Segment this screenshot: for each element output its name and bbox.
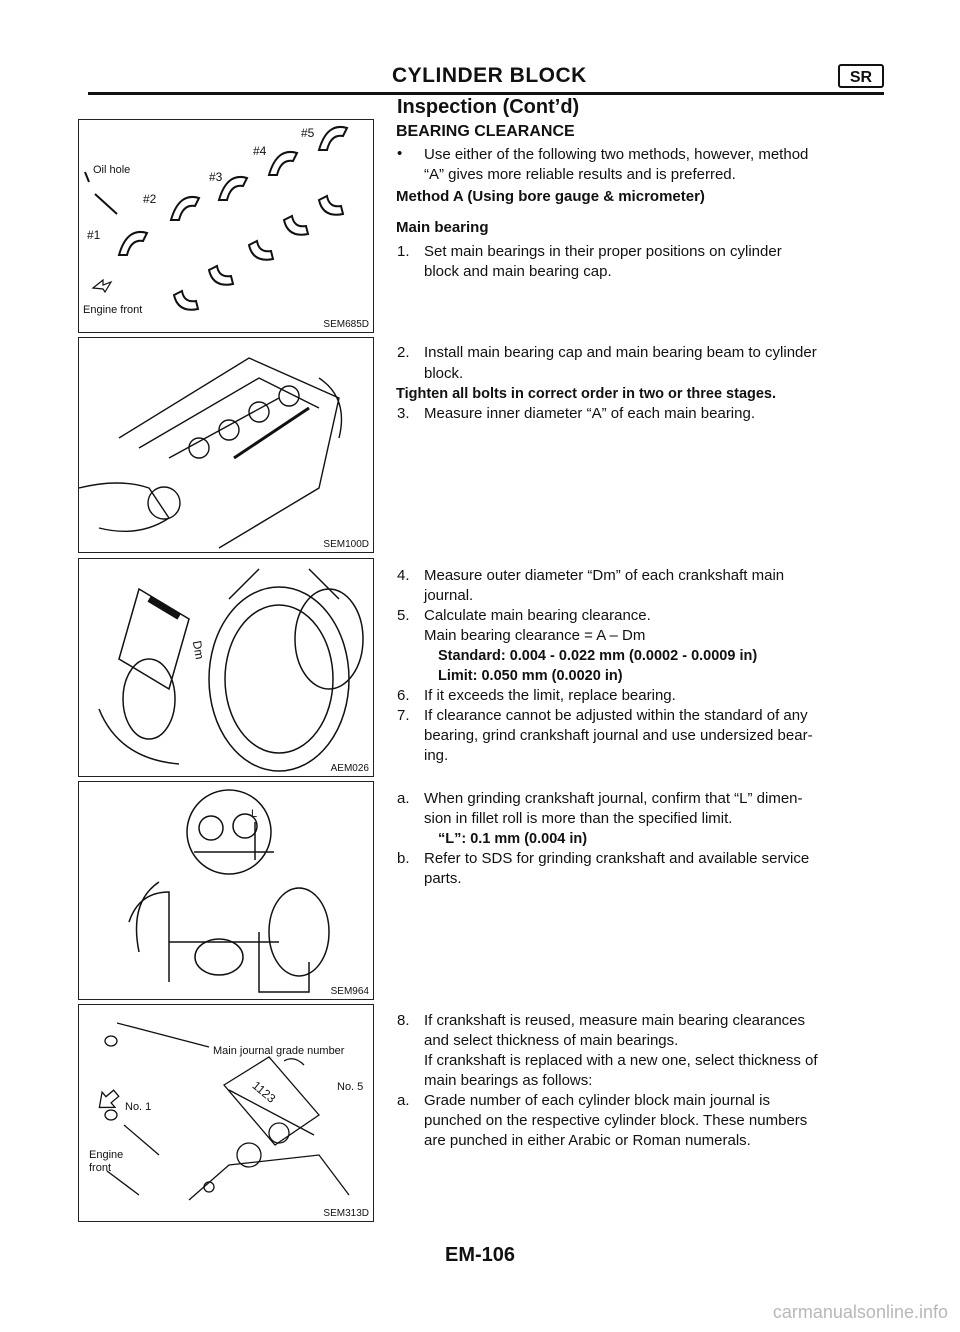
figure-code-sem313d: SEM313D [323,1208,369,1219]
engine-front-label: Engine front [83,304,143,316]
step8-line2: and select thickness of main bearings. [424,1032,679,1049]
step2-line2: block. [424,365,464,382]
step3-text: Measure inner diameter “A” of each main bearing. [424,405,755,422]
grade-number-label: Main journal grade number [213,1045,345,1057]
step1-line1: Set main bearings in their proper positions on cylinder [424,243,782,260]
step5-text: Calculate main bearing clearance. [424,607,651,624]
step2-number: 2. [397,344,410,361]
step5-number: 5. [397,607,410,624]
bore-gauge-illustration [79,338,374,553]
l-spec: “L”: 0.1 mm (0.004 in) [438,831,588,847]
bullet-text-line2: “A” gives more reliable results and is preferred. [424,166,736,183]
sub-a2-number: a. [397,1092,410,1109]
sub-b-line1: Refer to SDS for grinding crankshaft and available service [424,850,810,867]
header-rule [88,92,884,95]
sub-a-line2: sion in fillet roll is more than the specified limit. [424,810,733,827]
step7-number: 7. [397,707,410,724]
sub-a-line1: When grinding crankshaft journal, confirm that “L” dimen- [424,790,803,807]
page-number: EM-106 [444,1244,516,1266]
step3-number: 3. [397,405,410,422]
watermark: carmanualsonline.info [772,1302,948,1322]
step6-text: If it exceeds the limit, replace bearing. [424,687,676,704]
step7-line2: bearing, grind crankshaft journal and use undersized bear- [424,727,813,744]
sub-b-number: b. [397,850,410,867]
step2-line1: Install main bearing cap and main bearing beam to cylinder [424,344,817,361]
stamp-number: 1123 [249,1078,279,1106]
step8-number: 8. [397,1012,410,1029]
step1-line2: block and main bearing cap. [424,263,612,280]
dm-label: Dm [189,639,207,661]
bearing-clearance-heading: BEARING CLEARANCE [396,123,575,140]
bullet: • [397,145,403,162]
bearing-no1-label: #1 [87,228,101,242]
figure-bearing-positions [78,119,374,333]
clearance-formula: Main bearing clearance = A – Dm [424,627,646,644]
bearing-no4-label: #4 [253,144,267,158]
figure-journal-grade [78,1004,374,1222]
standard-spec: Standard: 0.004 - 0.022 mm (0.0002 - 0.0009 in) [438,648,758,664]
engine-label: Engine [89,1149,124,1161]
figure-micrometer-crankshaft [78,558,374,777]
limit-spec: Limit: 0.050 mm (0.0020 in) [438,668,623,684]
step4-line1: Measure outer diameter “Dm” of each crankshaft main [424,567,785,584]
bullet-text-line1: Use either of the following two methods, however, method [424,146,809,163]
figure-fillet-roll [78,781,374,1000]
sub-b-line2: parts. [424,870,462,887]
step6-number: 6. [397,687,410,704]
sub-a2-line3: are punched in either Arabic or Roman numerals. [424,1132,751,1149]
engine-code-badge: SR [838,64,884,88]
oil-hole-label: Oil hole [93,164,131,176]
figure-code-aem026: AEM026 [330,763,369,774]
step8-line1: If crankshaft is reused, measure main bearing clearances [424,1012,806,1029]
figure-bore-gauge [78,337,374,553]
step8-line3: If crankshaft is replaced with a new one, select thickness of [424,1052,818,1069]
front-label: front [89,1162,112,1174]
section-title-cylinder-block: CYLINDER BLOCK [392,64,587,87]
fillet-roll-illustration [79,782,374,1000]
main-bearing-heading: Main bearing [396,219,489,236]
step4-number: 4. [397,567,410,584]
figure-code-sem964: SEM964 [330,986,369,997]
l-dimension-label: L [251,808,258,820]
no5-label: No. 5 [337,1081,364,1093]
bearing-no2-label: #2 [143,192,157,206]
bearing-no5-label: #5 [301,126,315,140]
step7-line3: ing. [424,747,449,764]
step1-number: 1. [397,243,410,260]
sub-a2-line1: Grade number of each cylinder block main journal is [424,1092,771,1109]
sub-a-number: a. [397,790,410,807]
step7-line1: If clearance cannot be adjusted within the standard of any [424,707,808,724]
sub-a2-line2: punched on the respective cylinder block. These numbers [424,1112,808,1129]
step8-line4: main bearings as follows: [424,1072,593,1089]
micrometer-crankshaft-illustration [79,559,374,777]
figure-code-sem685d: SEM685D [323,319,369,330]
bearing-positions-illustration [79,120,374,333]
method-a-heading: Method A (Using bore gauge & micrometer) [396,188,705,205]
figure-code-sem100d: SEM100D [323,539,369,550]
step4-line2: journal. [424,587,474,604]
no1-label: No. 1 [125,1101,152,1113]
tighten-note: Tighten all bolts in correct order in two or three stages. [396,386,777,402]
journal-grade-illustration [79,1005,374,1222]
bearing-no3-label: #3 [209,170,223,184]
subtitle: Inspection (Cont’d) [397,96,580,118]
